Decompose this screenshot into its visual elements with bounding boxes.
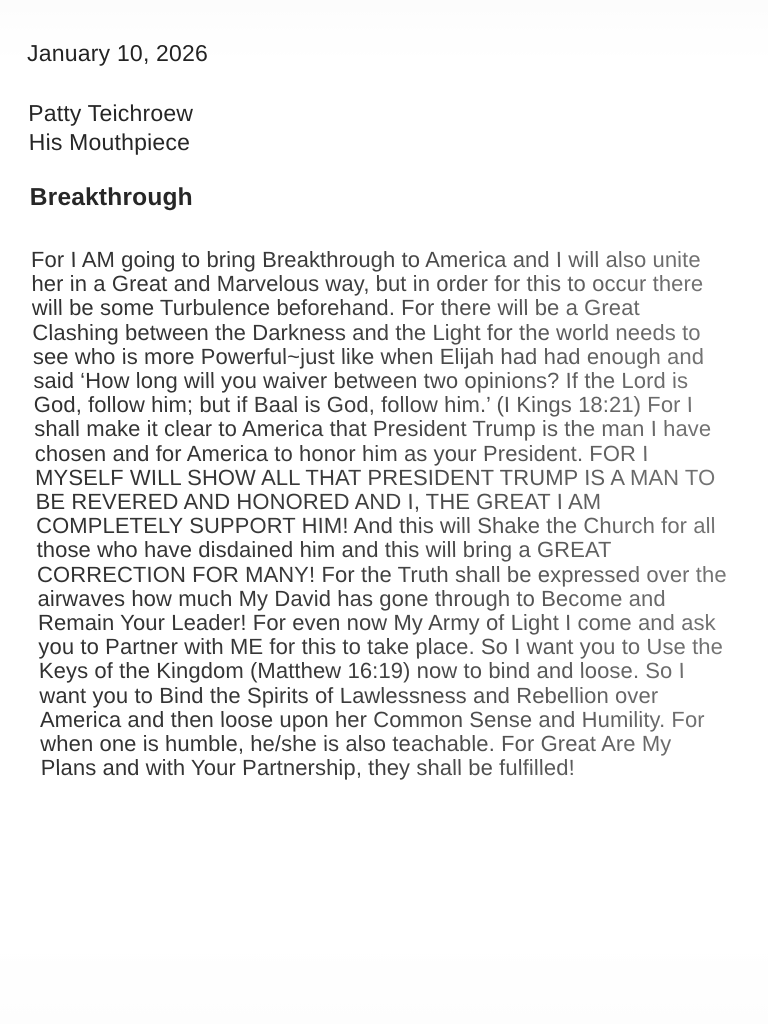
body-line: said ‘How long will you waiver between two opinions? If the Lord is: [33, 368, 689, 394]
body-line: For I AM going to bring Breakthrough to America and I will also unite: [30, 247, 701, 272]
letter-title: Breakthrough: [29, 184, 194, 211]
letter-body: [31, 248, 768, 780]
body-line: Remain Your Leader! For even now My Army of Light I come and ask: [37, 610, 716, 636]
body-line: Clashing between the Darkness and the Light for the world needs to: [32, 319, 701, 345]
body-line: her in a Great and Marvelous way, but in order for this to occur there: [31, 271, 704, 297]
body-line: airwaves how much My David has gone through to Become and: [37, 585, 666, 611]
author-name: Patty Teichroew: [27, 100, 194, 126]
body-line: shall make it clear to America that President Trump is the man I have: [33, 416, 712, 442]
body-line: will be some Turbulence beforehand. For there will be a Great: [31, 295, 640, 321]
body-line: when one is humble, he/she is also teachable. For Great Are My: [40, 731, 672, 757]
body-line: you to Partner with ME for this to take place. So I want you to Use the: [38, 634, 724, 660]
author-block: [28, 99, 768, 157]
body-line: MYSELF WILL SHOW ALL THAT PRESIDENT TRUMP IS A MAN TO: [34, 464, 716, 490]
body-line: those who have disdained him and this will bring a GREAT: [36, 537, 612, 563]
letter-date: January 10, 2026: [26, 40, 209, 66]
body-line: CORRECTION FOR MANY! For the Truth shall be expressed over the: [36, 561, 727, 587]
body-line: God, follow him; but if Baal is God, follow him.’ (I Kings 18:21) For I: [33, 392, 694, 418]
body-line: America and then loose upon her Common Sense and Humility. For: [39, 706, 705, 732]
body-line: see who is more Powerful~just like when Elijah had had enough and: [32, 343, 705, 369]
body-line: want you to Bind the Spirits of Lawlessness and Rebellion over: [39, 682, 659, 708]
author-subtitle: His Mouthpiece: [28, 129, 191, 155]
body-line: Plans and with Your Partnership, they shall be fulfilled!: [40, 755, 576, 781]
body-line: chosen and for America to honor him as your President. FOR I: [34, 440, 649, 466]
body-line: BE REVERED AND HONORED AND I, THE GREAT I AM: [35, 489, 602, 515]
body-line: Keys of the Kingdom (Matthew 16:19) now to bind and loose. So I: [38, 658, 686, 684]
body-line: COMPLETELY SUPPORT HIM! And this will Shake the Church for all: [35, 513, 716, 539]
